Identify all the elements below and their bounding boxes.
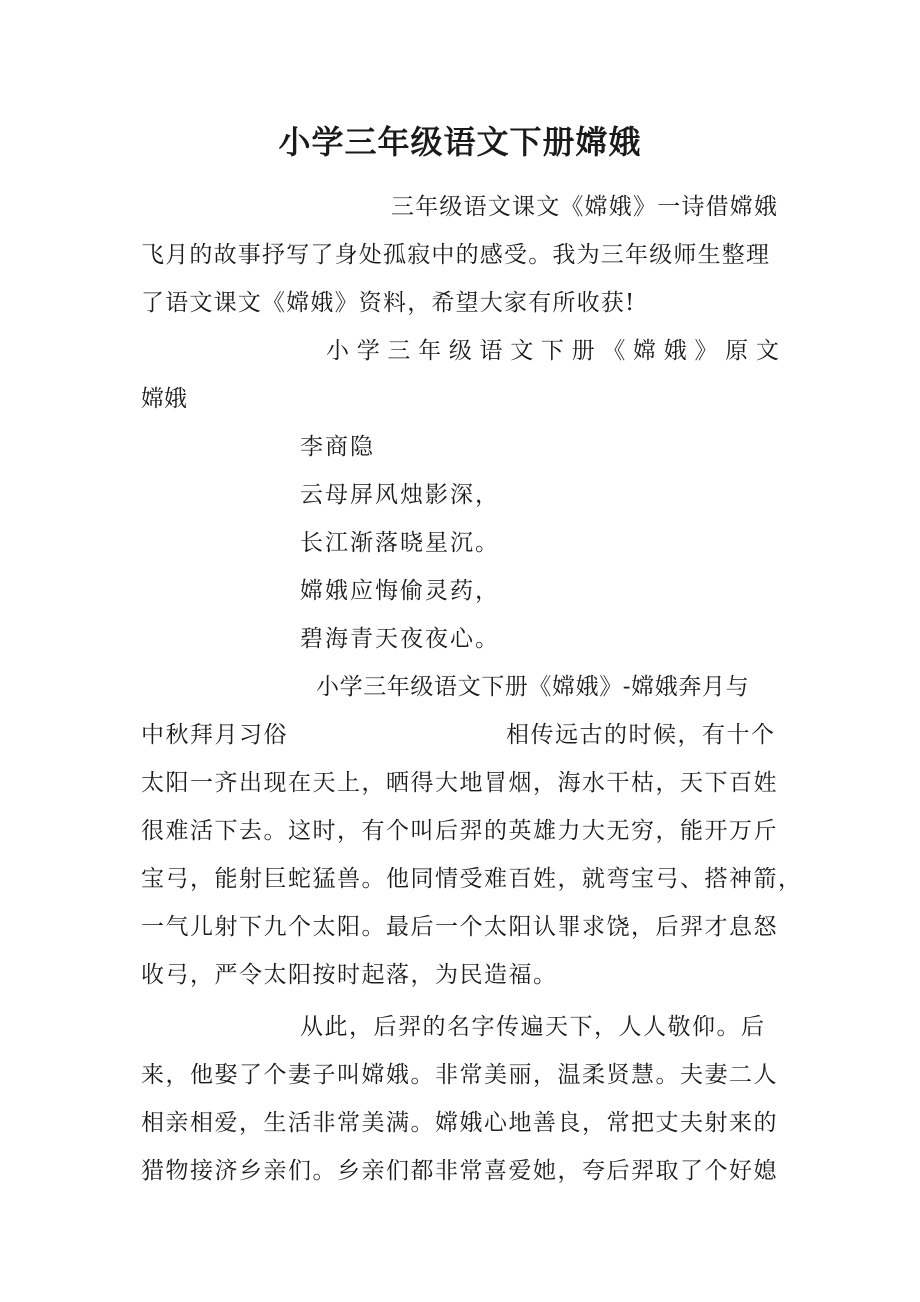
heading-char: 原 — [725, 338, 749, 364]
heading-char: 小 — [326, 338, 349, 364]
heading-char: 》 — [694, 338, 718, 364]
para2-line-2: 来，他娶了个妻子叫嫦娥。非常美丽，温柔贤慧。夫妻二人 — [141, 1062, 778, 1088]
poem-author: 李商隐 — [300, 434, 375, 460]
heading-char: 嫦 — [633, 338, 657, 364]
para1-line-6: 收弓，严令太阳按时起落，为民造福。 — [141, 962, 558, 988]
para1-line-4: 宝弓，能射巨蛇猛兽。他同情受难百姓，就弯宝弓、搭神箭， — [141, 866, 803, 892]
heading-char: 年 — [418, 338, 442, 364]
poem-verse-2: 长江渐落晓星沉。 — [300, 530, 500, 556]
heading-char: 下 — [540, 338, 564, 364]
heading-char: 册 — [571, 338, 595, 364]
heading-char: 三 — [387, 338, 411, 364]
heading-char: 文 — [755, 338, 779, 364]
heading-char: 级 — [448, 338, 472, 364]
poem-verse-3: 嫦娥应悔偷灵药， — [300, 578, 500, 604]
section1-heading — [326, 335, 779, 367]
para1-line-1: 相传远古的时候，有十个 — [506, 722, 776, 748]
document-title: 小学三年级语文下册嫦娥 — [278, 123, 642, 161]
para2-line-4: 猎物接济乡亲们。乡亲们都非常喜爱她，夸后羿取了个好媳 — [141, 1158, 778, 1184]
para1-line-5: 一气儿射下九个太阳。最后一个太阳认罪求饶，后羿才息怒 — [141, 914, 778, 940]
heading-char: 文 — [510, 338, 534, 364]
para1-line-2: 太阳一齐出现在天上，晒得大地冒烟，海水干枯，天下百姓 — [141, 770, 778, 796]
poem-verse-1: 云母屏风烛影深， — [300, 482, 500, 508]
section2-heading-line-2: 中秋拜月习俗 — [141, 722, 288, 748]
poem-verse-4: 碧海青天夜夜心。 — [300, 626, 500, 652]
heading-char: 学 — [356, 338, 380, 364]
heading-char: 娥 — [663, 338, 687, 364]
poem-title: 嫦娥 — [141, 386, 187, 412]
intro-line-2: 飞月的故事抒写了身处孤寂中的感受。我为三年级师生整理 — [141, 242, 771, 268]
heading-char: 《 — [602, 338, 626, 364]
section2-heading-line-1: 小学三年级语文下册《嫦娥》-嫦娥奔月与 — [316, 674, 750, 700]
para2-line-1: 从此，后羿的名字传遍天下，人人敬仰。后 — [300, 1014, 766, 1040]
intro-line-1: 三年级语文课文《嫦娥》一诗借嫦娥 — [391, 194, 779, 220]
intro-line-3: 了语文课文《嫦娥》资料，希望大家有所收获! — [141, 290, 636, 316]
para2-line-3: 相亲相爱，生活非常美满。嫦娥心地善良，常把丈夫射来的 — [141, 1110, 778, 1136]
para1-line-3: 很难活下去。这时，有个叫后羿的英雄力大无穷，能开万斤 — [141, 818, 778, 844]
heading-char: 语 — [479, 338, 503, 364]
